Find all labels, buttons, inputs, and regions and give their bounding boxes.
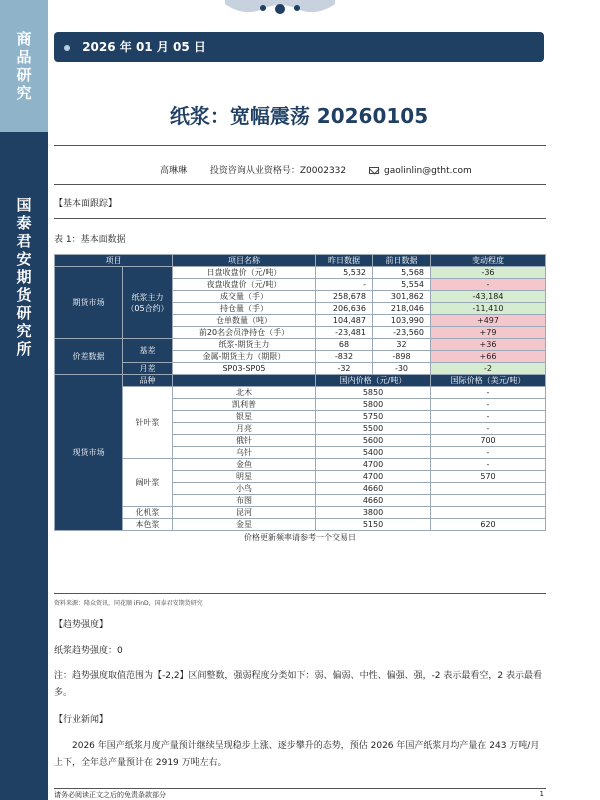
- license-number: 投资咨询从业资格号：Z0002332: [209, 166, 347, 176]
- row-prior: -30: [373, 363, 431, 375]
- spot-domestic: 5500: [316, 423, 431, 435]
- row-name: 前20名会员净持仓（手）: [173, 327, 316, 339]
- row-change: +497: [431, 315, 546, 327]
- row-yesterday: -832: [316, 351, 373, 363]
- row-name: 日盘收盘价（元/吨）: [173, 267, 316, 279]
- table-row: [55, 507, 546, 519]
- row-name: SP03-SP05: [173, 363, 316, 375]
- spot-domestic: 5400: [316, 447, 431, 459]
- analyst-name: 高琳琳: [160, 166, 188, 176]
- divider-author: [54, 184, 546, 185]
- row-prior: 301,862: [373, 291, 431, 303]
- subcategory-month-spread: 月差: [123, 363, 173, 375]
- spot-intl: -: [431, 447, 546, 459]
- row-change: -36: [431, 267, 546, 279]
- spot-intl: -: [431, 387, 546, 399]
- table-row: [55, 363, 546, 375]
- spot-intl: 620: [431, 519, 546, 531]
- row-prior: -23,560: [373, 327, 431, 339]
- spot-domestic: 5150: [316, 519, 431, 531]
- table-note-row: [55, 531, 546, 545]
- footer-divider: [54, 788, 546, 789]
- spot-name: 小鸟: [173, 483, 316, 495]
- table-header: 项目名称: [173, 255, 316, 267]
- row-change: +66: [431, 351, 546, 363]
- footer-disclaimer: 请务必阅读正文之后的免责条款部分: [54, 791, 166, 799]
- row-change: +36: [431, 339, 546, 351]
- category-spot: 现货市场: [55, 375, 123, 531]
- section-fundamental-title: 【基本面跟踪】: [54, 199, 118, 209]
- spot-name: 北木: [173, 387, 316, 399]
- spot-intl: 570: [431, 471, 546, 483]
- date-bar: [54, 32, 544, 62]
- spot-domestic: 5800: [316, 399, 431, 411]
- row-yesterday: -32: [316, 363, 373, 375]
- row-yesterday: 206,636: [316, 303, 373, 315]
- row-name: 成交量（手）: [173, 291, 316, 303]
- divider-table-bottom: [54, 593, 546, 594]
- sidebar-label-commodity: 商 品 研 究: [16, 30, 32, 102]
- table-row: [55, 387, 546, 399]
- row-yesterday: 258,678: [316, 291, 373, 303]
- spot-name: 月亮: [173, 423, 316, 435]
- fundamental-table: [54, 254, 545, 545]
- row-prior: 5,568: [373, 267, 431, 279]
- row-name: 仓单数量（吨）: [173, 315, 316, 327]
- spot-domestic: 4660: [316, 483, 431, 495]
- table-header: 前日数据: [373, 255, 431, 267]
- author-line: [160, 163, 492, 176]
- spot-domestic: 5850: [316, 387, 431, 399]
- subcategory-natural: 本色浆: [123, 519, 173, 531]
- row-yesterday: 5,532: [316, 267, 373, 279]
- spot-intl: -: [431, 459, 546, 471]
- data-source: 资料来源：隆众资讯，同花顺 iFinD，国泰君安期货研究: [54, 600, 203, 607]
- row-change: -2: [431, 363, 546, 375]
- divider-section: [54, 218, 546, 219]
- row-yesterday: 68: [316, 339, 373, 351]
- sidebar-label-institute: 国 泰 君 安 期 货 研 究 所: [16, 196, 32, 358]
- divider-top: [54, 145, 546, 146]
- table-row: [55, 459, 546, 471]
- row-change: -11,410: [431, 303, 546, 315]
- spot-intl: -: [431, 423, 546, 435]
- trend-note: 注：趋势强度取值范围为【-2,2】区间整数，强弱程度分类如下：弱、偏弱、中性、偏强、强，-2 表示最看空，2 表示最看多。: [54, 671, 542, 698]
- report-date: 2026 年 01 月 05 日: [82, 40, 206, 54]
- row-prior: 103,990: [373, 315, 431, 327]
- spot-name: 昆河: [173, 507, 316, 519]
- subcategory-main-contract: 纸浆主力（05合约）: [123, 267, 173, 339]
- table-row: [55, 519, 546, 531]
- category-spread: 价差数据: [55, 339, 123, 375]
- subcategory-unbleached: 化机浆: [123, 507, 173, 519]
- spot-variety-header: 品种: [123, 375, 173, 387]
- spot-name: 乌针: [173, 447, 316, 459]
- spot-domestic: 4700: [316, 471, 431, 483]
- spot-domestic: 5600: [316, 435, 431, 447]
- spot-intl-header: 国际价格（美元/吨）: [431, 375, 546, 387]
- news-text: 2026 年国产纸浆月度产量预计继续呈现稳步上涨、逐步攀升的态势，预估 2026 年国产纸浆月均产量在 243 万吨/月上下，全年总产量预计在 2919 万吨左右。: [54, 741, 540, 768]
- row-prior: 32: [373, 339, 431, 351]
- mail-icon: [369, 167, 379, 174]
- date-bullet-icon: [64, 45, 70, 51]
- row-prior: -898: [373, 351, 431, 363]
- news-title: 【行业新闻】: [54, 715, 109, 725]
- row-name: 夜盘收盘价（元/吨）: [173, 279, 316, 291]
- row-yesterday: -: [316, 279, 373, 291]
- row-prior: 5,554: [373, 279, 431, 291]
- spot-name: 金星: [173, 519, 316, 531]
- row-change: -43,184: [431, 291, 546, 303]
- spot-intl: 700: [431, 435, 546, 447]
- spot-name: 凯利普: [173, 399, 316, 411]
- header-ornament-icon: [225, 0, 335, 22]
- spot-intl: -: [431, 411, 546, 423]
- table-row: [55, 339, 546, 351]
- subcategory-softwood: 针叶浆: [123, 387, 173, 459]
- table-note: 价格更新频率请参考一个交易日: [244, 533, 356, 543]
- row-name: 纸浆-期货主力: [173, 339, 316, 351]
- row-name: 持仓量（手）: [173, 303, 316, 315]
- row-yesterday: -23,481: [316, 327, 373, 339]
- spot-domestic: 3800: [316, 507, 431, 519]
- spot-domestic-header: 国内价格（元/吨）: [316, 375, 431, 387]
- spot-intl: [431, 507, 546, 519]
- spot-name: 银星: [173, 411, 316, 423]
- spot-domestic: 4660: [316, 495, 431, 507]
- row-yesterday: 104,487: [316, 315, 373, 327]
- subcategory-hardwood: 阔叶浆: [123, 459, 173, 507]
- spot-name: 明星: [173, 471, 316, 483]
- row-change: +79: [431, 327, 546, 339]
- row-name: 金属-期货主力（期限）: [173, 351, 316, 363]
- spot-intl: [431, 495, 546, 507]
- table-row: [55, 267, 546, 279]
- spot-header-row: [55, 375, 546, 387]
- spot-intl: -: [431, 399, 546, 411]
- spot-domestic: 5750: [316, 411, 431, 423]
- table-header: 昨日数据: [316, 255, 373, 267]
- page-number: 1: [539, 790, 544, 798]
- report-title: 纸浆：宽幅震荡 20260105: [169, 104, 429, 128]
- table-header: 变动程度: [431, 255, 546, 267]
- spot-name: 金鱼: [173, 459, 316, 471]
- trend-text: 纸浆趋势强度：0: [54, 646, 123, 656]
- analyst-email[interactable]: gaolinlin@gtht.com: [384, 166, 472, 176]
- subcategory-basis: 基差: [123, 339, 173, 363]
- spot-intl: [431, 483, 546, 495]
- row-change: -: [431, 279, 546, 291]
- trend-title: 【趋势强度】: [54, 620, 109, 630]
- spot-domestic: 4700: [316, 459, 431, 471]
- row-prior: 218,046: [373, 303, 431, 315]
- table-header-row: [55, 255, 546, 267]
- category-futures: 期货市场: [55, 267, 123, 339]
- table-header: 项目: [55, 255, 173, 267]
- spot-name: 布图: [173, 495, 316, 507]
- table-caption: 表 1：基本面数据: [54, 235, 126, 245]
- spot-name: 俄针: [173, 435, 316, 447]
